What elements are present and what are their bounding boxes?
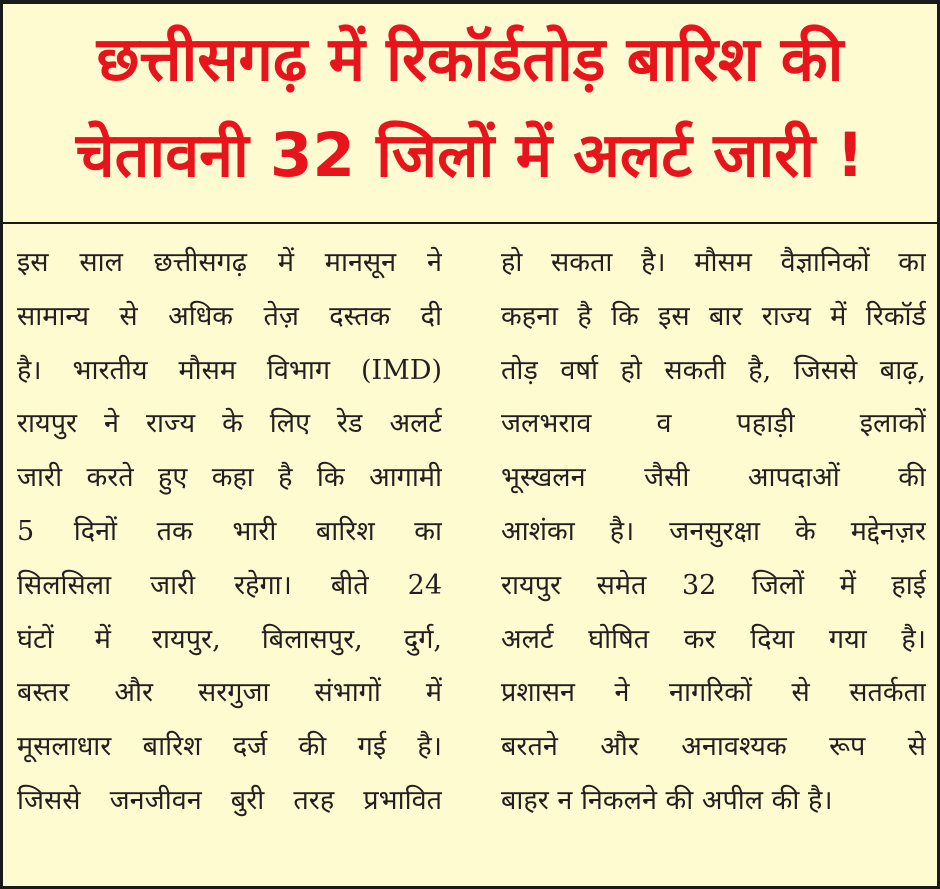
article-line: रायपुर समेत 32 जिलों में हाई (501, 569, 926, 601)
article-column-left (17, 236, 442, 828)
article-line: जारी करते हुए कहा है कि आगामी (17, 462, 442, 494)
article-line: भूस्खलन जैसी आपदाओं की (501, 462, 926, 494)
article-line: बस्तर और सरगुजा संभागों में (17, 677, 442, 709)
article-line: सिलसिला जारी रहेगा। बीते 24 (17, 569, 442, 601)
headline (11, 12, 929, 204)
article-line: सामान्य से अधिक तेज़ दस्तक दी (17, 300, 442, 332)
article-line: मूसलाधार बारिश दर्ज की गई है। (17, 731, 442, 763)
article-line: रायपुर ने राज्य के लिए रेड अलर्ट (17, 408, 442, 440)
article-line: कहना है कि इस बार राज्य में रिकॉर्ड (501, 300, 926, 332)
article-line: आशंका है। जनसुरक्षा के मद्देनज़र (501, 515, 926, 547)
article-line: बाहर न निकलने की अपील की है। (501, 784, 833, 816)
article-line: है। भारतीय मौसम विभाग (IMD) (17, 354, 442, 386)
article-line: इस साल छत्तीसगढ़ में मानसून ने (17, 247, 442, 278)
article-line: घंटों में रायपुर, बिलासपुर, दुर्ग, (17, 623, 442, 655)
article-line: बरतने और अनावश्यक रूप से (501, 731, 926, 763)
article-line: जिससे जनजीवन बुरी तरह प्रभावित (17, 784, 442, 816)
headline-divider (3, 222, 937, 224)
headline-line-2: चेतावनी 32 जिलों में अलर्ट जारी ! (75, 120, 865, 191)
article-line: हो सकता है। मौसम वैज्ञानिकों का (501, 247, 926, 278)
article-column-right (501, 236, 926, 828)
article-line: जलभराव व पहाड़ी इलाकों (501, 408, 926, 440)
article-line: प्रशासन ने नागरिकों से सतर्कता (501, 677, 926, 709)
article-line: 5 दिनों तक भारी बारिश का (17, 515, 442, 547)
headline-line-1: छत्तीसगढ़ में रिकॉर्डतोड़ बारिश की (96, 24, 844, 95)
article-line: अलर्ट घोषित कर दिया गया है। (501, 623, 926, 655)
article-line: तोड़ वर्षा हो सकती है, जिससे बाढ़, (501, 354, 926, 386)
